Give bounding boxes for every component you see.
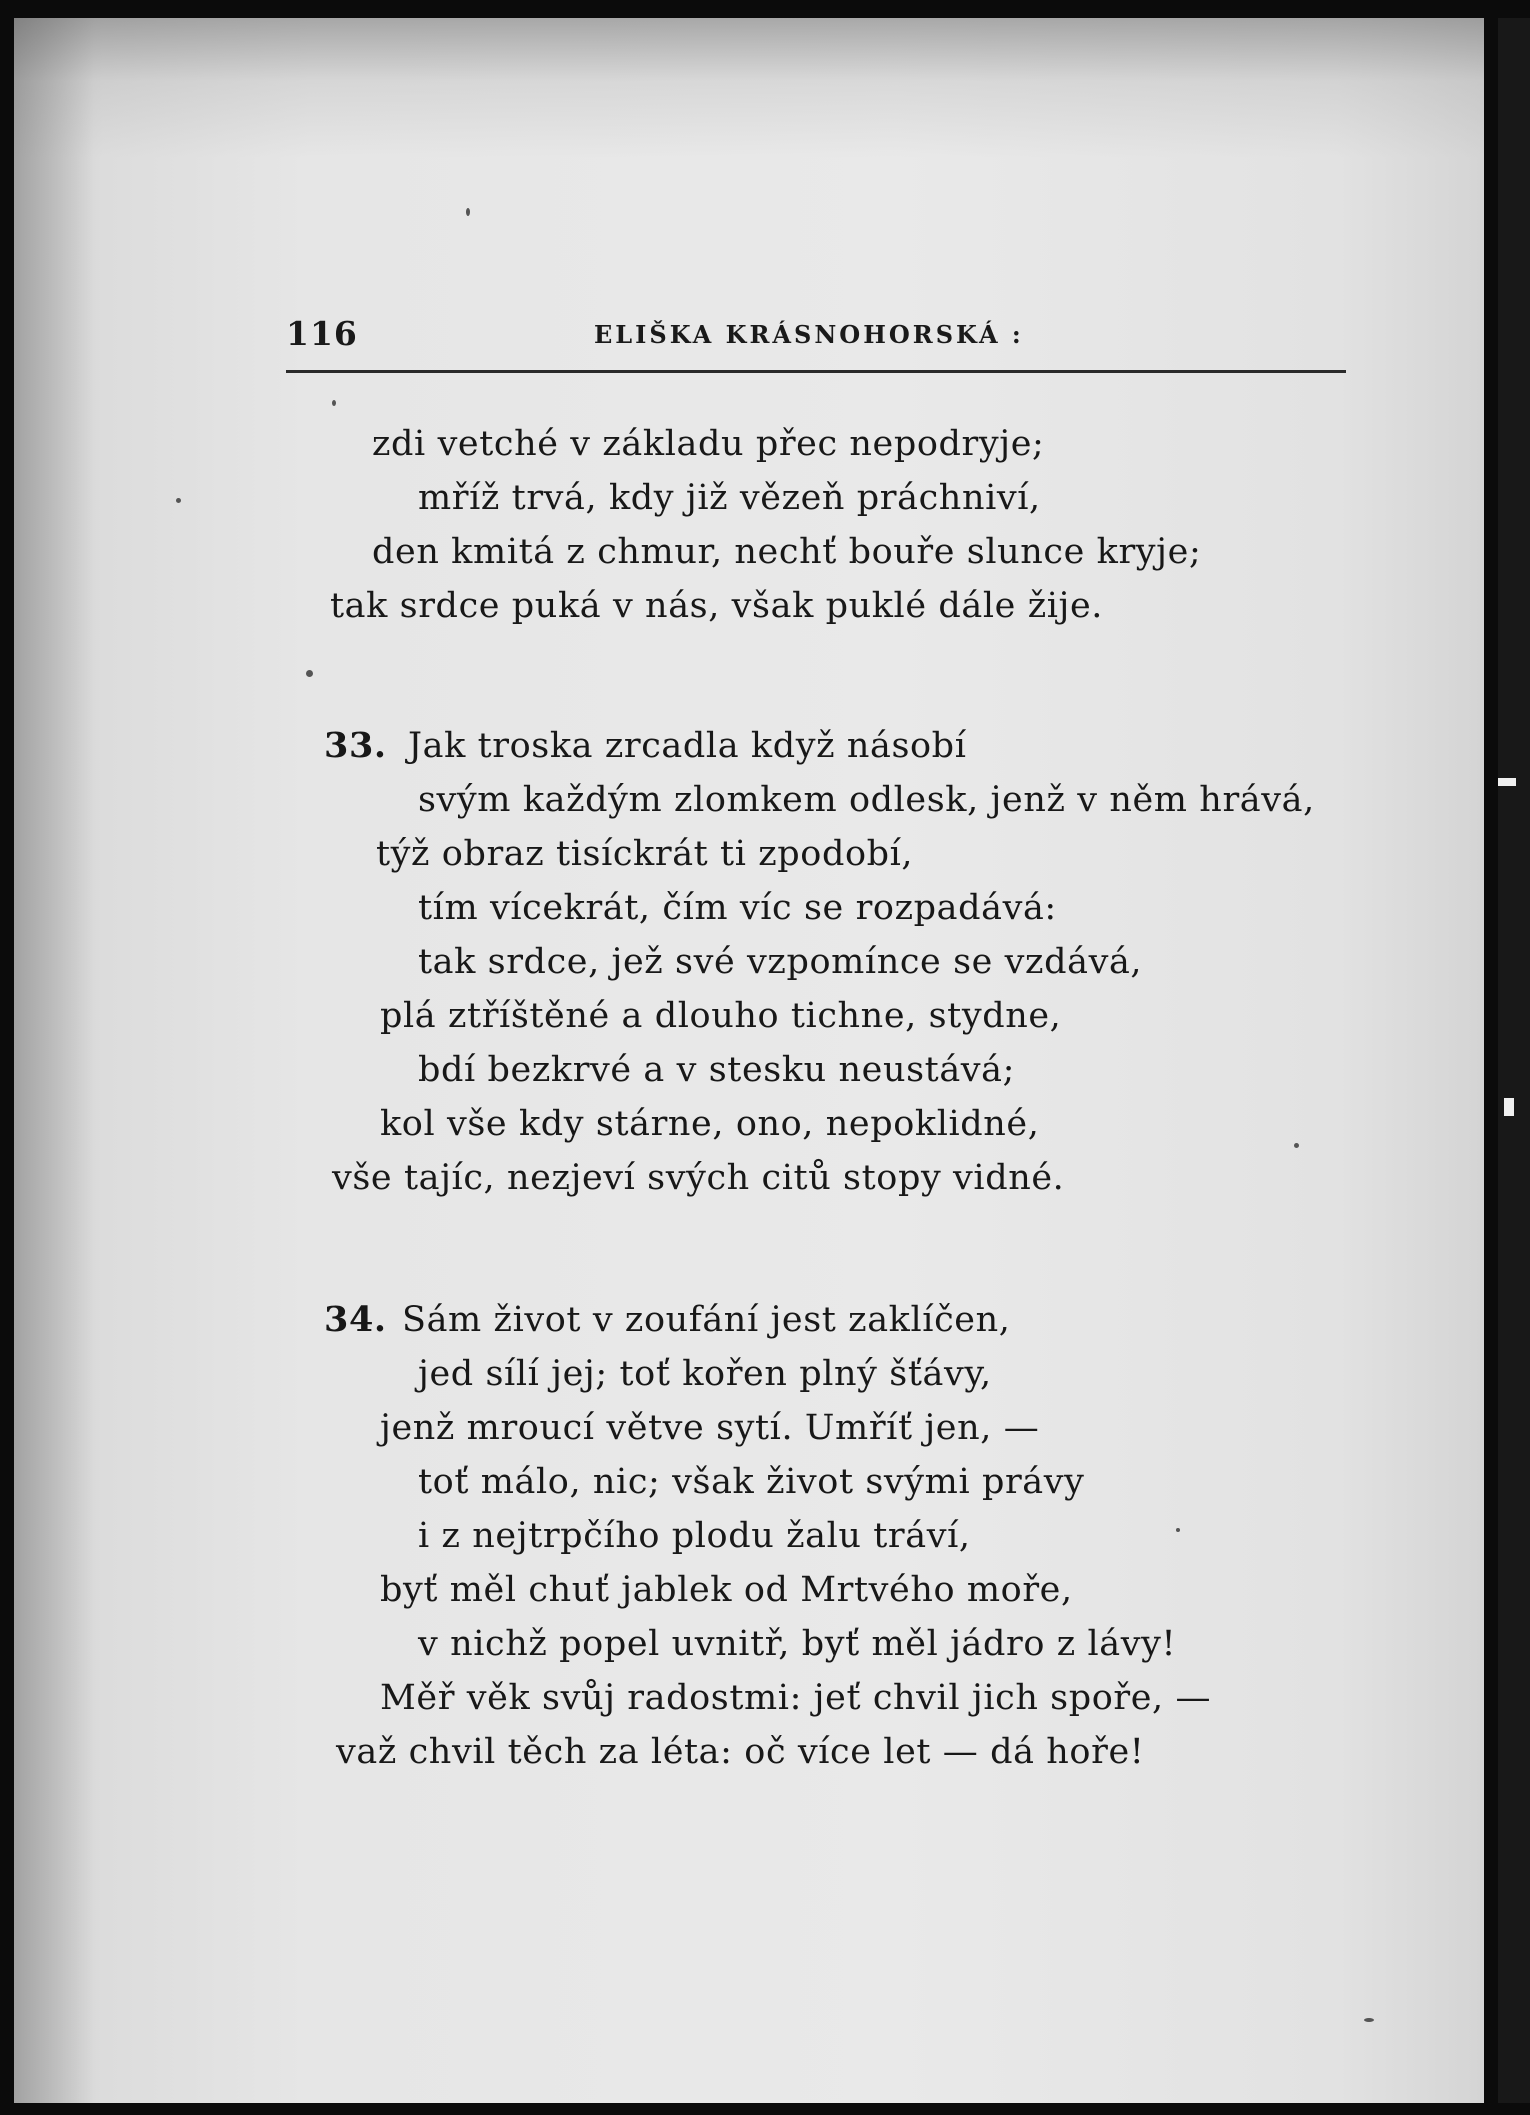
speck xyxy=(466,208,470,216)
header-rule xyxy=(286,370,1346,373)
speck xyxy=(176,498,181,503)
verse-line: byť měl chuť jablek od Mrtvého moře, xyxy=(380,1570,1073,1610)
edge-mark xyxy=(1498,778,1516,786)
verse-line: tak srdce puká v nás, však puklé dále žije. xyxy=(330,586,1104,626)
speck xyxy=(332,400,336,406)
verse-line: jed sílí jej; toť kořen plný šťávy, xyxy=(418,1354,992,1394)
stanza-number: 34. xyxy=(324,1299,387,1340)
verse-line: i z nejtrpčího plodu žalu tráví, xyxy=(418,1516,971,1556)
stanza-number: 33. xyxy=(324,725,387,766)
verse-line: zdi vetché v základu přec nepodryje; xyxy=(372,424,1045,464)
right-page-edge xyxy=(1498,18,1530,2103)
verse-line: mříž trvá, kdy již vězeň práchniví, xyxy=(418,478,1041,518)
verse-line: toť málo, nic; však život svými právy xyxy=(418,1462,1085,1502)
verse-line: plá ztříštěné a dlouho tichne, stydne, xyxy=(380,996,1062,1036)
speck xyxy=(1176,1528,1180,1532)
running-head xyxy=(14,314,1484,354)
paper-page xyxy=(14,18,1484,2103)
edge-mark xyxy=(1504,1098,1514,1116)
verse-line: Měř věk svůj radostmi: jeť chvil jich spoře, — xyxy=(380,1678,1212,1718)
verse-line: týž obraz tisíckrát ti zpodobí, xyxy=(376,834,914,874)
verse-line: den kmitá z chmur, nechť bouře slunce kryje; xyxy=(372,532,1202,572)
page-shadow-top xyxy=(14,18,1484,158)
verse-line: jenž mroucí větve sytí. Umříť jen, — xyxy=(380,1408,1040,1448)
verse-line: tím vícekrát, čím víc se rozpadává: xyxy=(418,888,1057,928)
running-head-title: ELIŠKA KRÁSNOHORSKÁ : xyxy=(594,320,1024,349)
verse-line: svým každým zlomkem odlesk, jenž v něm hrává, xyxy=(418,780,1315,820)
verse-line: važ chvil těch za léta: oč více let — dá hoře! xyxy=(336,1732,1145,1772)
speck xyxy=(306,670,313,677)
verse-line: vše tajíc, nezjeví svých citů stopy vidné. xyxy=(332,1158,1065,1198)
verse-line: kol vše kdy stárne, ono, nepoklidné, xyxy=(380,1104,1040,1144)
speck xyxy=(1364,2018,1374,2022)
verse-line: bdí bezkrvé a v stesku neustává; xyxy=(418,1050,1016,1090)
verse-line: tak srdce, jež své vzpomínce se vzdává, xyxy=(418,942,1143,982)
verse-line: Jak troska zrcadla když násobí xyxy=(408,726,967,766)
verse-line: v nichž popel uvnitř, byť měl jádro z lávy! xyxy=(418,1624,1177,1664)
verse-line: Sám život v zoufání jest zaklíčen, xyxy=(402,1300,1011,1340)
page-number: 116 xyxy=(286,314,358,353)
speck xyxy=(1294,1143,1299,1148)
